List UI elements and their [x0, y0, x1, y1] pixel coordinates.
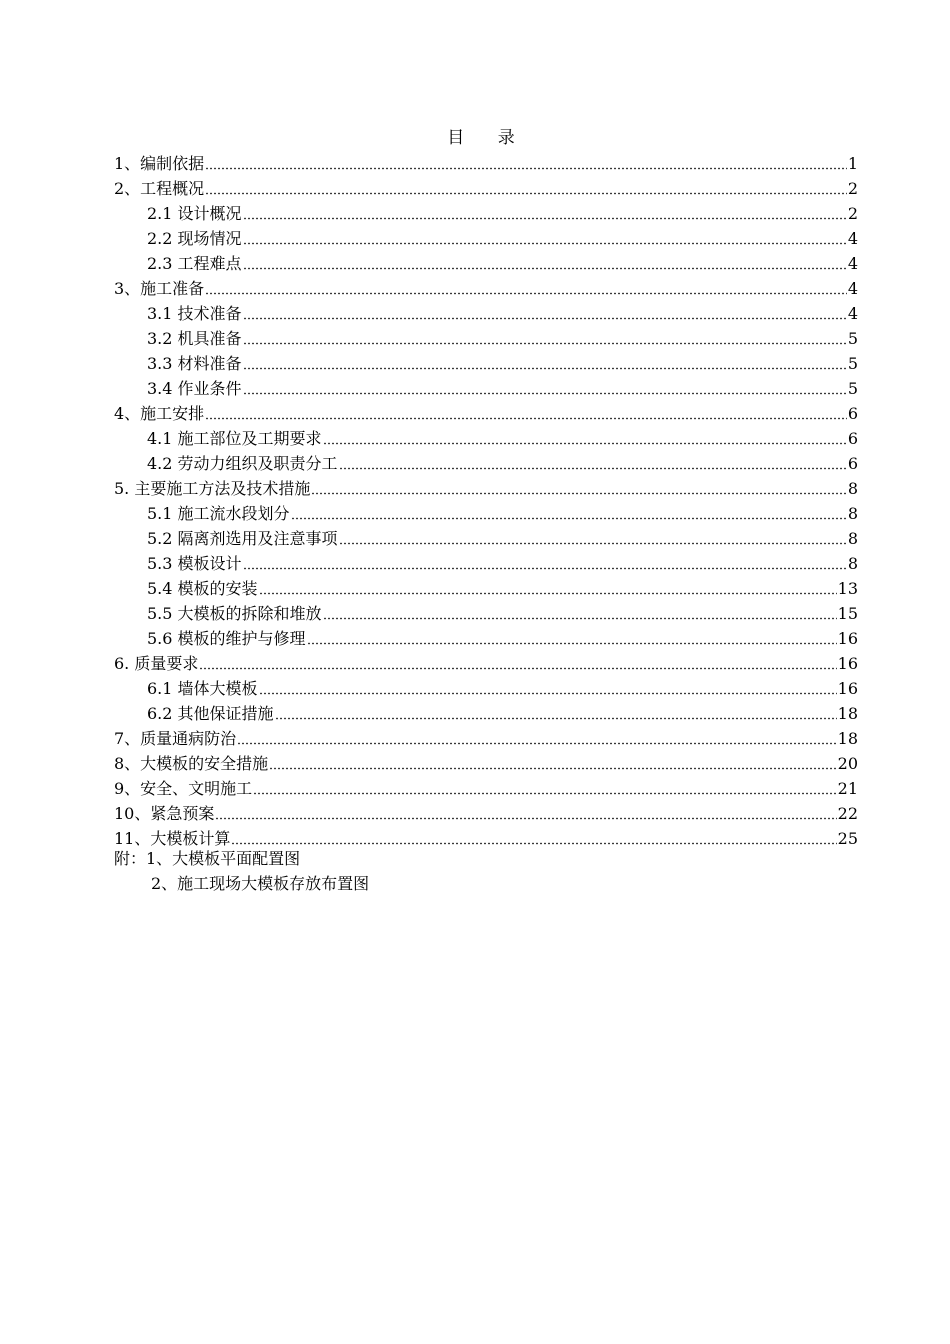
- toc-entry[interactable]: [0, 200, 858, 225]
- toc-entry-page-number: 2: [847, 179, 858, 198]
- dot-leader: [243, 217, 847, 220]
- dot-leader: [291, 517, 847, 520]
- toc-entry[interactable]: [0, 375, 858, 400]
- toc-entry-page-number: 1: [847, 154, 858, 173]
- toc-entry-label: 4、施工安排: [114, 404, 205, 423]
- toc-entry-label: 5.3 模板设计: [147, 554, 242, 573]
- toc-entry[interactable]: [0, 700, 858, 725]
- toc-entry[interactable]: [0, 750, 858, 775]
- toc-entry[interactable]: [0, 825, 858, 850]
- toc-entry-label: 3.1 技术准备: [147, 304, 242, 323]
- toc-entry-label: 4.1 施工部位及工期要求: [147, 429, 322, 448]
- dot-leader: [339, 467, 847, 470]
- dot-leader: [199, 667, 836, 670]
- toc-entry-page-number: 21: [837, 779, 858, 798]
- toc-entry-page-number: 18: [837, 729, 858, 748]
- toc-entry-label: 5.4 模板的安装: [147, 579, 258, 598]
- toc-entry-page-number: 18: [837, 704, 858, 723]
- toc-entry-label: 2.3 工程难点: [147, 254, 242, 273]
- dot-leader: [323, 617, 837, 620]
- dot-leader: [243, 392, 847, 395]
- dot-leader: [323, 442, 847, 445]
- toc-entry[interactable]: [0, 275, 858, 300]
- toc-entry-page-number: 16: [837, 654, 858, 673]
- toc-entry[interactable]: [0, 775, 858, 800]
- toc-entry-page-number: 25: [837, 829, 858, 848]
- dot-leader: [307, 642, 837, 645]
- toc-entry[interactable]: [0, 800, 858, 825]
- dot-leader: [231, 842, 836, 845]
- dot-leader: [339, 542, 847, 545]
- toc-title: 目 录: [447, 128, 529, 148]
- dot-leader: [205, 192, 847, 195]
- toc-entry-label: 1、编制依据: [114, 154, 205, 173]
- toc-entry-page-number: 16: [837, 679, 858, 698]
- toc-entry-page-number: 5: [847, 379, 858, 398]
- toc-entry-label: 7、质量通病防治: [114, 729, 237, 748]
- toc-entry-label: 2.2 现场情况: [147, 229, 242, 248]
- toc-entry-page-number: 4: [847, 279, 858, 298]
- toc-entry[interactable]: [0, 425, 858, 450]
- dot-leader: [269, 767, 836, 770]
- dot-leader: [243, 267, 847, 270]
- toc-entry[interactable]: [0, 175, 858, 200]
- toc-entry-page-number: 8: [847, 504, 858, 523]
- appendix-line-1: 附：1、大模板平面配置图: [114, 849, 301, 868]
- dot-leader: [243, 317, 847, 320]
- toc-entry-page-number: 8: [847, 529, 858, 548]
- toc-entry-page-number: 2: [847, 204, 858, 223]
- toc-entry-label: 5.1 施工流水段划分: [147, 504, 290, 523]
- toc-entry[interactable]: [0, 300, 858, 325]
- dot-leader: [243, 242, 847, 245]
- toc-entry[interactable]: [0, 450, 858, 475]
- toc-entry-page-number: 4: [847, 254, 858, 273]
- dot-leader: [311, 492, 846, 495]
- toc-entry-page-number: 6: [847, 429, 858, 448]
- toc-entry[interactable]: [0, 725, 858, 750]
- dot-leader: [253, 792, 836, 795]
- toc-entry-page-number: 5: [847, 329, 858, 348]
- dot-leader: [205, 292, 847, 295]
- toc-entry[interactable]: [0, 575, 858, 600]
- toc-entry[interactable]: [0, 325, 858, 350]
- toc-entry-page-number: 6: [847, 454, 858, 473]
- toc-entry-page-number: 4: [847, 229, 858, 248]
- toc-entry-label: 5.2 隔离剂选用及注意事项: [147, 529, 338, 548]
- toc-entry[interactable]: [0, 675, 858, 700]
- toc-entry-label: 6. 质量要求: [114, 654, 199, 673]
- toc-entry-page-number: 6: [847, 404, 858, 423]
- toc-entry-page-number: 15: [837, 604, 858, 623]
- appendix-line-2: 2、施工现场大模板存放布置图: [151, 874, 370, 893]
- dot-leader: [259, 592, 837, 595]
- toc-entry-label: 11、大模板计算: [114, 829, 231, 848]
- dot-leader: [275, 717, 837, 720]
- toc-entry-label: 5.5 大模板的拆除和堆放: [147, 604, 322, 623]
- toc-entry-label: 3.3 材料准备: [147, 354, 242, 373]
- toc-entry-page-number: 13: [837, 579, 858, 598]
- toc-entry-label: 2.1 设计概况: [147, 204, 242, 223]
- dot-leader: [215, 817, 836, 820]
- toc-entry-label: 10、紧急预案: [114, 804, 215, 823]
- toc-entry-label: 6.2 其他保证措施: [147, 704, 274, 723]
- toc-entry[interactable]: [0, 250, 858, 275]
- toc-entry-label: 3.2 机具准备: [147, 329, 242, 348]
- toc-entry-page-number: 8: [847, 479, 858, 498]
- dot-leader: [243, 342, 847, 345]
- toc-entry-page-number: 5: [847, 354, 858, 373]
- toc-entry-label: 2、工程概况: [114, 179, 205, 198]
- toc-entry[interactable]: [0, 150, 858, 175]
- toc-entry-label: 5.6 模板的维护与修理: [147, 629, 306, 648]
- toc-entry[interactable]: [0, 550, 858, 575]
- toc-entry-label: 8、大模板的安全措施: [114, 754, 269, 773]
- dot-leader: [243, 567, 847, 570]
- dot-leader: [243, 367, 847, 370]
- toc-entry-label: 5. 主要施工方法及技术措施: [114, 479, 311, 498]
- toc-entry[interactable]: [0, 525, 858, 550]
- toc-entry[interactable]: [0, 225, 858, 250]
- dot-leader: [237, 742, 836, 745]
- toc-entry-page-number: 8: [847, 554, 858, 573]
- toc-entry[interactable]: [0, 400, 858, 425]
- toc-entry[interactable]: [0, 650, 858, 675]
- toc-entry-label: 3、施工准备: [114, 279, 205, 298]
- toc-entry-page-number: 16: [837, 629, 858, 648]
- toc-entry-label: 4.2 劳动力组织及职责分工: [147, 454, 338, 473]
- toc-entry[interactable]: [0, 600, 858, 625]
- toc-entry-label: 3.4 作业条件: [147, 379, 242, 398]
- toc-entry[interactable]: [0, 500, 858, 525]
- toc-entry[interactable]: [0, 350, 858, 375]
- dot-leader: [259, 692, 837, 695]
- toc-entry[interactable]: [0, 625, 858, 650]
- toc-entry-page-number: 20: [837, 754, 858, 773]
- toc-entry[interactable]: [0, 475, 858, 500]
- toc-entry-label: 9、安全、文明施工: [114, 779, 253, 798]
- dot-leader: [205, 167, 847, 170]
- toc-entry-page-number: 4: [847, 304, 858, 323]
- toc-entry-label: 6.1 墙体大模板: [147, 679, 258, 698]
- dot-leader: [205, 417, 847, 420]
- toc-entry-page-number: 22: [837, 804, 858, 823]
